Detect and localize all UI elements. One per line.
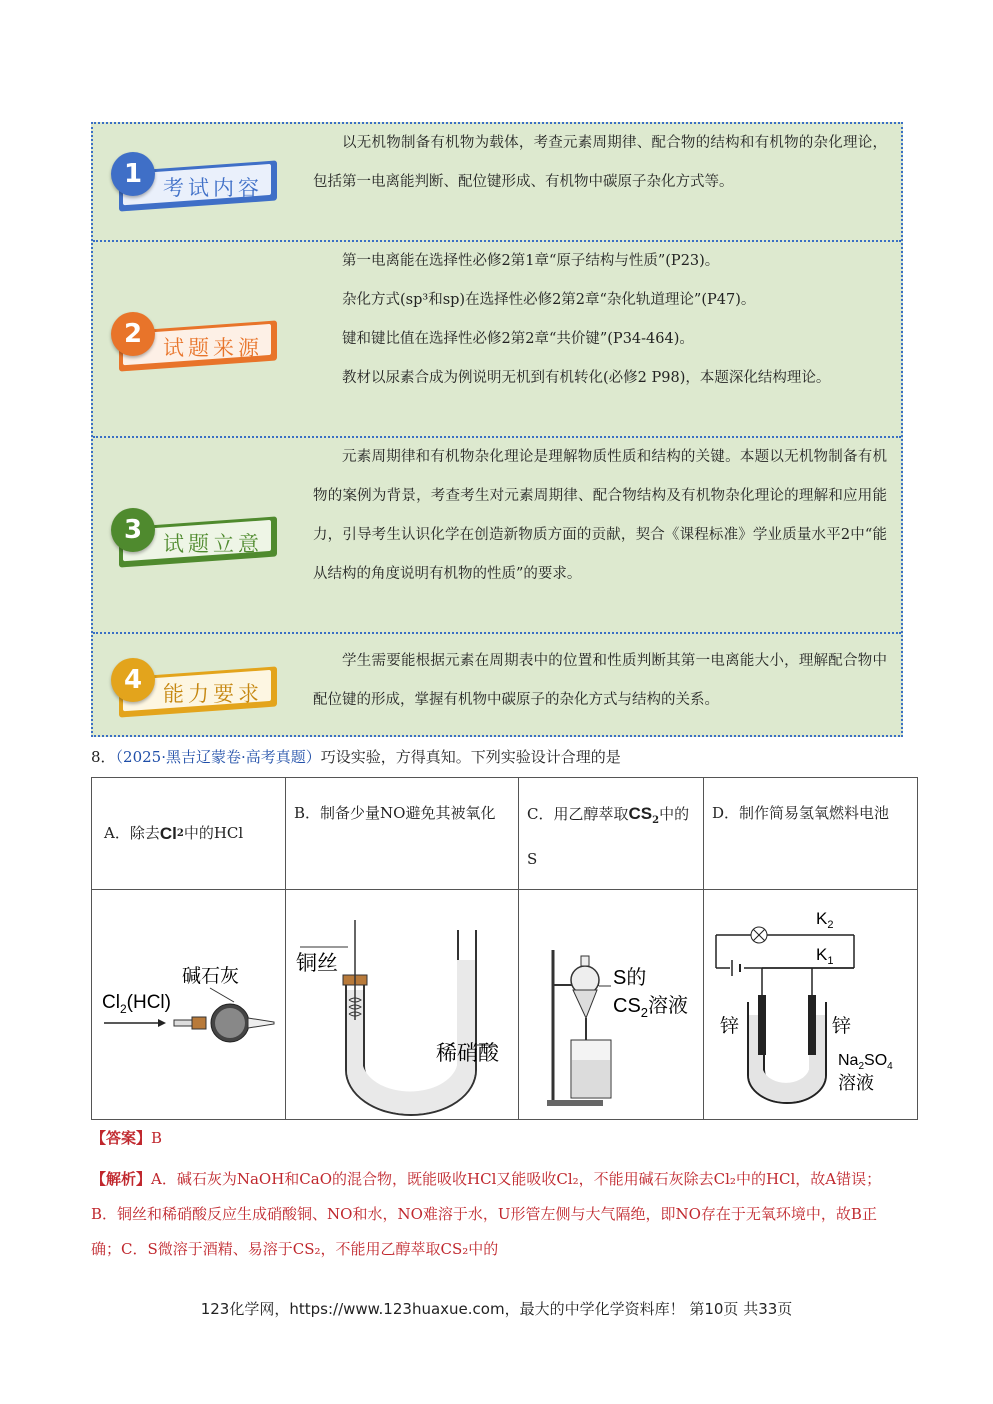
answer-value: B (151, 1129, 163, 1147)
badge-label: 试题立意 (163, 532, 263, 556)
section-row-3 (93, 438, 901, 634)
badge-number: 1 (111, 152, 155, 196)
section-paragraph: 学生需要能根据元素在周期表中的位置和性质判断其第一电离能大小，理解配合物中配位键的形成，掌握有机物中碳原子的杂化方式与结构的关系。 (313, 653, 887, 708)
section-badge-3 (111, 508, 281, 568)
section-row-2 (93, 242, 901, 438)
option-text: 中的HCl (183, 824, 244, 842)
figure-c-stand-base (547, 1100, 603, 1106)
badge-number: 2 (111, 312, 155, 356)
figure-a-soda-lime (215, 1008, 245, 1038)
option-formula-sub: 2 (652, 815, 660, 826)
figure-c-label-2: $CS_2$溶液 (613, 995, 689, 1020)
option-letter: D． (712, 804, 740, 822)
section-row-1 (93, 124, 901, 242)
options-text-row (92, 778, 918, 890)
figure-d-left-label: 锌 (720, 1016, 740, 1037)
option-formula: CS (628, 804, 653, 823)
section-content-2 (313, 242, 887, 398)
option-b-cell (286, 778, 519, 890)
figure-b-cell (286, 890, 519, 1120)
option-text: 制作简易氢氧燃料电池 (739, 804, 890, 822)
options-table (91, 777, 918, 1120)
section-paragraph: 键和键比值在选择性必修2第2章“共价键”(P34-464)。 (342, 331, 694, 347)
option-a (92, 778, 285, 889)
section-paragraph: 以无机物制备有机物为载体，考查元素周期律、配合物的结构和有机物的杂化理论，包括第一电离能判断、配位键形成、有机物中碳原子杂化方式等。 (313, 135, 887, 190)
figure-b-wire-label: 铜丝 (296, 952, 338, 975)
figure-a-arrowhead (158, 1019, 166, 1027)
option-b (286, 778, 518, 889)
figure-c-funnel-neck (581, 956, 589, 966)
answer-tag: 【答案】 (91, 1129, 152, 1147)
figure-b-acid-label: 稀硝酸 (436, 1042, 499, 1065)
badge-number: 3 (111, 508, 155, 552)
question-number: 8． (91, 748, 116, 766)
figure-a-reagent-label: 碱石灰 (182, 966, 240, 987)
section-paragraph: 元素周期律和有机物杂化理论是理解物质性质和结构的关键。本题以无机物制备有机物的案例为背景，考查考生对元素周期律、配合物结构及有机物杂化理论的理解和应用能力，引导考生认识化学在创造新物质方面的贡献，契合《课程标准》学业质量水平2中“能从结构的角度说明有机物的性质”的要求。 (313, 449, 887, 582)
figure-d-k1-label: $K_1$ (816, 945, 834, 967)
badge-label: 能力要求 (163, 682, 263, 706)
question-stem: 巧设实验，方得真知。下列实验设计合理的是 (320, 748, 621, 766)
section-row-4 (93, 634, 901, 735)
figure-b (286, 890, 518, 1119)
badge-number: 4 (111, 658, 155, 702)
answer-line (91, 1127, 162, 1148)
analysis-block (91, 1162, 903, 1267)
figure-d-right-electrode (808, 995, 816, 1055)
figure-d-left-electrode (758, 995, 766, 1055)
option-text: 除去 (129, 824, 160, 842)
section-badge-2 (111, 312, 281, 372)
figure-d-cell (704, 890, 918, 1120)
section-badge-4 (111, 658, 281, 718)
figure-d-solution-formula: $Na_2SO_4$ (838, 1052, 893, 1072)
figure-d-solution-label: 溶液 (838, 1073, 874, 1093)
option-formula: Cl (159, 824, 177, 843)
analysis-text: A．碱石灰为NaOH和CaO的混合物，既能吸收HCl又能吸收Cl₂，不能用碱石灰除去Cl₂中的HCl，故A错误；B．铜丝和稀硝酸反应生成硝酸铜、NO和水，NO难溶于水，U形管左侧与大气隔绝，即NO存在于无氧环境中，故B正确；C．S微溶于酒精、易溶于CS₂，不能用乙醇萃取CS₂中的 (91, 1170, 882, 1258)
figure-c-funnel-cone (573, 990, 597, 1018)
figure-a-leader-line (210, 988, 234, 1002)
figure-d-k2-label: $K_2$ (816, 909, 834, 931)
figure-a-gas-label: $Cl_2(HCl)$ (102, 992, 171, 1016)
option-letter: A． (104, 824, 130, 842)
figure-d-utube-inner (764, 1002, 810, 1088)
figure-a-stopper (192, 1017, 206, 1029)
section-paragraph: 第一电离能在选择性必修2第1章“原子结构与性质”(P23)。 (342, 253, 720, 269)
section-paragraph: 杂化方式(sp³和sp)在选择性必修2第2章“杂化轨道理论”(P47)。 (342, 292, 756, 308)
option-d-cell (704, 778, 918, 890)
section-content-1 (313, 124, 887, 202)
figure-c-beaker-liquid (572, 1060, 610, 1097)
badge-label: 考试内容 (163, 176, 263, 200)
figure-b-utube-inner (364, 930, 458, 1098)
figure-c (519, 890, 703, 1119)
section-content-3 (313, 438, 887, 594)
option-c (519, 778, 703, 889)
option-letter: C． (527, 805, 554, 823)
figure-c-label-1: S的 (613, 967, 647, 989)
section-paragraph: 教材以尿素合成为例说明无机到有机转化(必修2 P98)，本题深化结构理论。 (342, 370, 831, 386)
badge-label: 试题来源 (163, 336, 263, 360)
option-formula-sub: 2 (176, 828, 184, 839)
option-text: 中的S (527, 805, 690, 868)
section-content-4 (313, 642, 887, 720)
figure-a-cell (92, 890, 286, 1120)
option-text: 用乙醇萃取 (553, 805, 629, 823)
option-c-cell (519, 778, 704, 890)
option-letter: B． (294, 804, 321, 822)
analysis-tag: 【解析】 (91, 1170, 152, 1188)
option-a-cell (92, 778, 286, 890)
figure-a-outlet-tube (248, 1018, 274, 1028)
question-title (91, 746, 621, 767)
option-text: 制备少量NO避免其被氧化 (320, 804, 496, 822)
question-source: （2025·黑吉辽蒙卷·高考真题） (115, 748, 321, 766)
option-d (704, 778, 917, 889)
figure-a (92, 890, 285, 1119)
info-frame (91, 122, 903, 737)
figure-d (704, 890, 917, 1119)
section-badge-1 (111, 152, 281, 212)
options-figure-row (92, 890, 918, 1120)
figure-d-right-label: 锌 (832, 1016, 852, 1037)
figure-c-cell (519, 890, 704, 1120)
page-footer: 123化学网，https://www.123huaxue.com，最大的中学化学资料库！ 第10页 共33页 (200, 1300, 793, 1318)
